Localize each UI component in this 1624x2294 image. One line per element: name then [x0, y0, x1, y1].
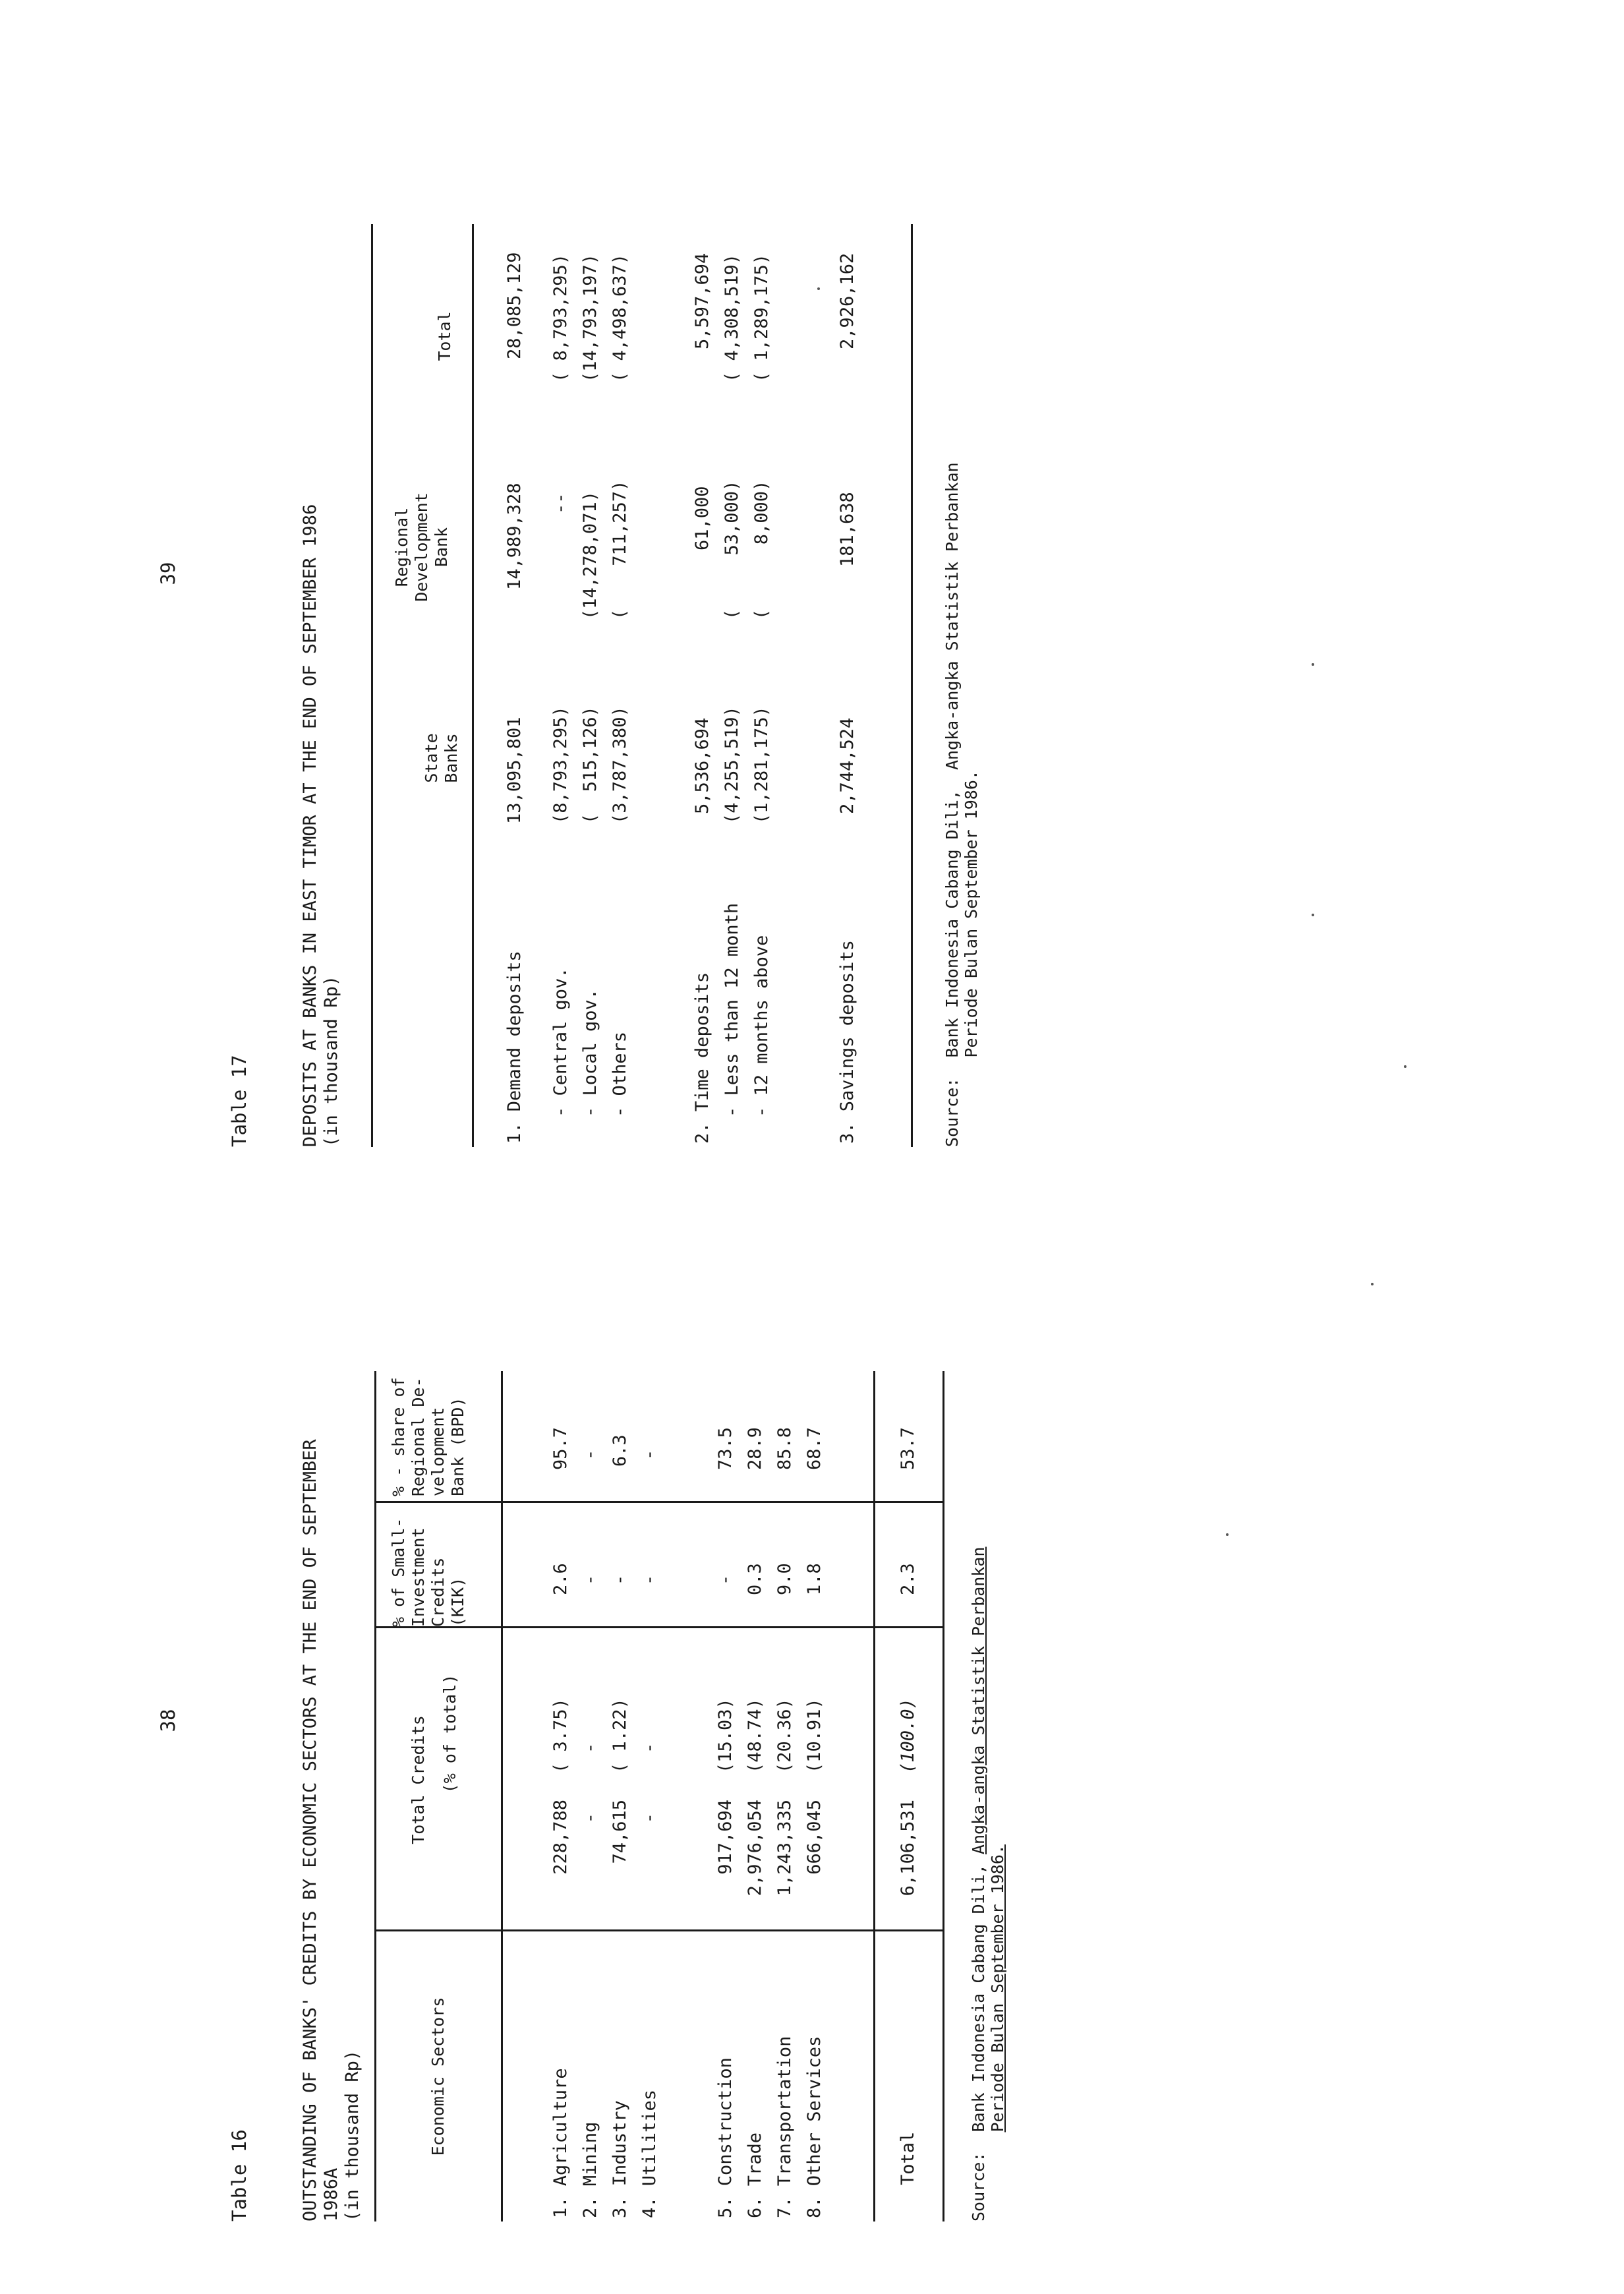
row-1-kik: 2.6: [550, 1563, 571, 1595]
title-line: DEPOSITS AT BANKS IN EAST TIMOR AT THE END OF SEPTEMBER 1986: [300, 504, 320, 1147]
rule-top: [374, 1371, 376, 2221]
header-bpd: % - share of Regional De- velopment Bank (BPD): [389, 1377, 467, 1496]
row-time-label: 2. Time deposits: [692, 972, 712, 1144]
header-sectors: Economic Sectors: [428, 1997, 448, 2156]
row-7-kik: 9.0: [774, 1563, 795, 1595]
row-2-bpd: -: [580, 1449, 600, 1460]
source-text-1b: Angka-angka Statistik Perbankan: [969, 1546, 988, 1855]
row-1-bpd: 95.7: [550, 1426, 571, 1470]
header-pct-total: (% of total): [440, 1674, 459, 1794]
row-8-kik: 1.8: [804, 1563, 825, 1595]
header-total-credits: Total Credits: [409, 1715, 428, 1844]
row-savings-label: 3. Savings deposits: [837, 940, 857, 1144]
row-6-pct: (48.74): [745, 1698, 765, 1773]
rule-header: [472, 224, 474, 1147]
source-text-2: Periode Bulan September 1986.: [988, 1844, 1007, 2132]
row-time-regional: 61,000: [692, 486, 712, 550]
row-lt12-label: - Less than 12 month: [722, 902, 742, 1117]
source-label: Source:: [969, 2152, 988, 2221]
rule-header: [501, 1371, 503, 2221]
row-lt12-regional: ( 53,000): [722, 480, 742, 620]
row-5-pct: (15.03): [715, 1698, 736, 1773]
title-line-2: 1986A: [321, 2167, 341, 2221]
total-credit: 6,106,531: [898, 1800, 918, 1897]
row-6-kik: 0.3: [745, 1563, 765, 1595]
row-others-regional: ( 711,257): [610, 480, 630, 620]
row-4-pct: -: [639, 1742, 660, 1753]
row-1-credit: 228,788: [550, 1800, 571, 1875]
row-2-pct: -: [580, 1742, 600, 1753]
row-7-pct: (20.36): [774, 1698, 795, 1773]
row-3-credit: 74,615: [610, 1800, 630, 1864]
header-kik: % of Small- Investment Credits (KIK): [389, 1517, 467, 1627]
row-5-kik: -: [715, 1574, 736, 1585]
page-number: 38: [157, 1709, 179, 1732]
scan-speck: [1312, 663, 1314, 666]
row-savings-regional: 181,638: [837, 492, 857, 567]
row-local-regional: (14,278,071): [580, 490, 600, 620]
table-label: Table 17: [228, 1055, 250, 1147]
header-regional-bank: Regional Development Bank: [392, 492, 451, 602]
vrule-3: [374, 1501, 942, 1503]
row-central-total: ( 8,793,295): [550, 253, 571, 382]
table-label: Table 16: [228, 2129, 250, 2221]
row-6-sector: 6. Trade: [745, 2132, 765, 2218]
title-subtitle: (in thousand Rp): [342, 2049, 362, 2221]
rule-total: [873, 1371, 875, 2221]
row-8-pct: (10.91): [804, 1698, 825, 1773]
row-4-bpd: -: [639, 1449, 660, 1460]
vrule-1: [374, 1929, 942, 1931]
page-number: 39: [157, 562, 179, 585]
row-gt12-total: ( 1,289,175): [751, 253, 772, 382]
rule-bottom: [911, 224, 913, 1147]
total-kik: 2.3: [898, 1563, 918, 1595]
source-note: [942, 462, 981, 1147]
row-3-pct: ( 1.22): [610, 1698, 630, 1773]
row-1-sector: 1. Agriculture: [550, 2068, 571, 2218]
row-2-credit: -: [580, 1813, 600, 1824]
row-5-credit: 917,694: [715, 1800, 736, 1875]
row-savings-state: 2,744,524: [837, 717, 857, 814]
row-4-credit: -: [639, 1813, 660, 1824]
row-3-sector: 3. Industry: [610, 2100, 630, 2218]
source-label: Source:: [942, 1077, 962, 1147]
row-gt12-label: - 12 months above: [751, 935, 772, 1117]
row-demand-state: 13,095,801: [504, 717, 525, 824]
row-5-bpd: 73.5: [715, 1426, 736, 1470]
scan-speck: [1404, 1065, 1406, 1068]
row-time-state: 5,536,694: [692, 717, 712, 814]
row-7-credit: 1,243,335: [774, 1800, 795, 1897]
total-bpd: 53.7: [898, 1426, 918, 1470]
row-demand-total: 28,085,129: [504, 252, 525, 359]
row-savings-total: 2,926,162: [837, 252, 857, 349]
row-local-state: ( 515,126): [580, 706, 600, 824]
row-lt12-state: (4,255,519): [722, 706, 742, 824]
scan-speck: [1226, 1533, 1229, 1536]
source-text-1: Bank Indonesia Cabang Dili, Angka-angka Statistik Perbankan: [942, 462, 962, 1058]
row-demand-label: 1. Demand deposits: [504, 951, 525, 1144]
row-gt12-regional: ( 8,000): [751, 480, 772, 620]
scan-speck: [1371, 1283, 1374, 1285]
source-note: [969, 1546, 1007, 2221]
row-2-sector: 2. Mining: [580, 2121, 600, 2218]
page-38: [0, 1147, 1624, 2294]
rule-top: [371, 224, 373, 1147]
row-central-state: (8,793,295): [550, 706, 571, 824]
scan-speck: [817, 287, 820, 290]
header-total: Total: [435, 311, 454, 361]
row-4-kik: -: [639, 1574, 660, 1585]
row-gt12-state: (1,281,175): [751, 706, 772, 824]
total-label: Total: [898, 2131, 918, 2185]
row-others-state: (3,787,380): [610, 706, 630, 824]
row-2-kik: -: [580, 1574, 600, 1585]
row-local-label: - Local gov.: [580, 988, 600, 1117]
row-demand-regional: 14,989,328: [504, 483, 525, 590]
row-others-total: ( 4,498,637): [610, 253, 630, 382]
row-4-sector: 4. Utilities: [639, 2089, 660, 2218]
row-lt12-total: ( 4,308,519): [722, 253, 742, 382]
total-pct: (100.0): [898, 1698, 918, 1773]
row-central-label: - Central gov.: [550, 967, 571, 1117]
source-text-2: Periode Bulan September 1986.: [962, 770, 981, 1058]
table-title: [300, 504, 342, 1147]
row-others-label: - Others: [610, 1031, 630, 1117]
row-6-credit: 2,976,054: [745, 1800, 765, 1897]
title-line-1: OUTSTANDING OF BANKS' CREDITS BY ECONOMIC SECTORS AT THE END OF SEPTEMBER: [300, 1439, 320, 2221]
row-6-bpd: 28.9: [745, 1426, 765, 1470]
row-8-credit: 666,045: [804, 1800, 825, 1875]
row-7-bpd: 85.8: [774, 1426, 795, 1470]
row-central-regional: --: [550, 492, 571, 514]
row-3-kik: -: [610, 1574, 630, 1585]
header-state-banks: State Banks: [422, 733, 461, 783]
row-8-bpd: 68.7: [804, 1426, 825, 1470]
title-subtitle: (in thousand Rp): [321, 975, 341, 1147]
table-title: [300, 1439, 363, 2221]
scan-speck: [1312, 914, 1314, 916]
row-1-pct: ( 3.75): [550, 1698, 571, 1773]
row-time-total: 5,597,694: [692, 252, 712, 349]
row-5-sector: 5. Construction: [715, 2057, 736, 2218]
rule-bottom: [942, 1371, 944, 2221]
row-3-bpd: 6.3: [610, 1434, 630, 1467]
row-local-total: (14,793,197): [580, 253, 600, 382]
row-7-sector: 7. Transportation: [774, 2036, 795, 2218]
row-8-sector: 8. Other Services: [804, 2036, 825, 2218]
source-text-1a: Bank Indonesia Cabang Dili,: [969, 1864, 988, 2132]
